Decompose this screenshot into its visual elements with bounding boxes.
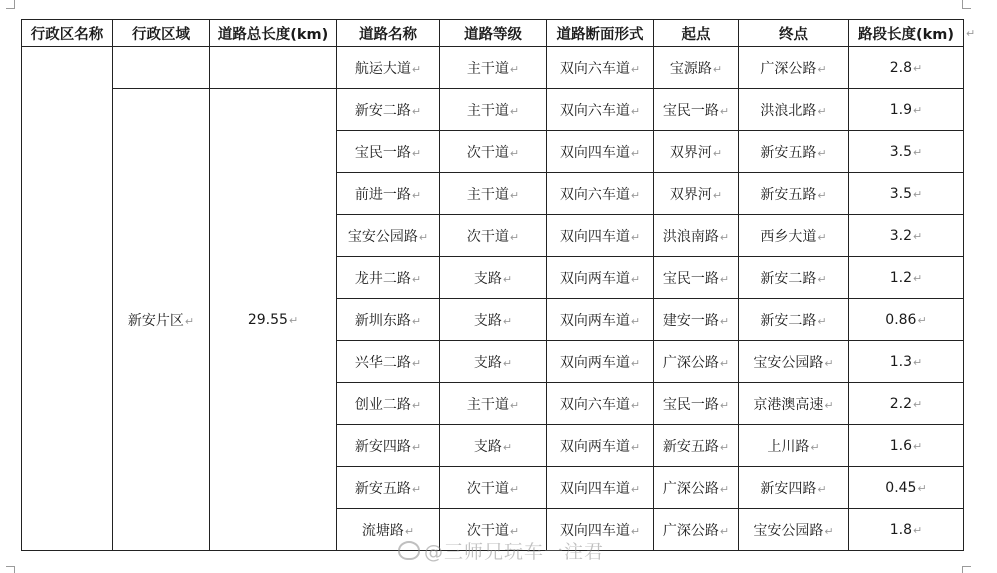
end-cell: 广深公路↵ [739, 47, 849, 89]
section-type-cell: 双向六车道↵ [547, 89, 654, 131]
section-type-cell: 双向四车道↵ [547, 467, 654, 509]
segment-length-cell: 3.2↵ [849, 215, 964, 257]
start-cell: 新安五路↵ [654, 425, 739, 467]
district-area-cell-empty [113, 47, 210, 89]
road-grade-cell: 支路↵ [440, 425, 547, 467]
road-grade-cell: 支路↵ [440, 341, 547, 383]
end-cell: 西乡大道↵ [739, 215, 849, 257]
table-row [22, 47, 964, 89]
road-grade-cell: 主干道↵ [440, 173, 547, 215]
end-cell: 新安五路↵ [739, 131, 849, 173]
road-name-cell: 新安二路↵ [337, 89, 440, 131]
road-name-cell: 龙井二路↵ [337, 257, 440, 299]
start-cell: 宝民一路↵ [654, 89, 739, 131]
table-row [22, 89, 964, 131]
header-road-name: 道路名称 [337, 20, 440, 47]
segment-length-cell: 1.8↵ [849, 509, 964, 551]
end-cell: 京港澳高速↵ [739, 383, 849, 425]
road-name-cell: 兴华二路↵ [337, 341, 440, 383]
end-cell: 新安四路↵ [739, 467, 849, 509]
segment-length-cell: 3.5↵ [849, 131, 964, 173]
end-cell: 宝安公园路↵ [739, 509, 849, 551]
section-type-cell: 双向六车道↵ [547, 383, 654, 425]
end-cell: 宝安公园路↵ [739, 341, 849, 383]
road-grade-cell: 次干道↵ [440, 131, 547, 173]
start-cell: 双界河↵ [654, 173, 739, 215]
road-info-table [21, 19, 964, 551]
section-type-cell: 双向四车道↵ [547, 215, 654, 257]
road-name-cell: 新安五路↵ [337, 467, 440, 509]
watermark: @三师兄玩车一注君 [398, 537, 604, 564]
road-name-cell: 航运大道↵ [337, 47, 440, 89]
header-segment-length: 路段长度(km) [849, 20, 964, 47]
page-corner-mark [6, 566, 15, 573]
section-type-cell: 双向两车道↵ [547, 425, 654, 467]
section-type-cell: 双向四车道↵ [547, 509, 654, 551]
start-cell: 洪浪南路↵ [654, 215, 739, 257]
header-end: 终点 [739, 20, 849, 47]
segment-length-cell: 0.45↵ [849, 467, 964, 509]
road-name-cell: 新安四路↵ [337, 425, 440, 467]
end-cell: 新安二路↵ [739, 257, 849, 299]
section-type-cell: 双向六车道↵ [547, 173, 654, 215]
segment-length-cell: 1.6↵ [849, 425, 964, 467]
segment-length-cell: 1.9↵ [849, 89, 964, 131]
header-start: 起点 [654, 20, 739, 47]
road-grade-cell: 次干道↵ [440, 215, 547, 257]
end-cell: 上川路↵ [739, 425, 849, 467]
section-type-cell: 双向四车道↵ [547, 131, 654, 173]
start-cell: 双界河↵ [654, 131, 739, 173]
table-body [22, 47, 964, 551]
end-cell: 新安五路↵ [739, 173, 849, 215]
road-name-cell: 流塘路↵ [337, 509, 440, 551]
end-cell: 新安二路↵ [739, 299, 849, 341]
start-cell: 建安一路↵ [654, 299, 739, 341]
end-cell: 洪浪北路↵ [739, 89, 849, 131]
road-name-cell: 宝安公园路↵ [337, 215, 440, 257]
section-type-cell: 双向六车道↵ [547, 47, 654, 89]
road-grade-cell: 主干道↵ [440, 89, 547, 131]
total-length-cell-empty [210, 47, 337, 89]
segment-length-cell: 2.8↵ [849, 47, 964, 89]
start-cell: 宝民一路↵ [654, 383, 739, 425]
start-cell: 广深公路↵ [654, 509, 739, 551]
segment-length-cell: 1.3↵ [849, 341, 964, 383]
road-name-cell: 创业二路↵ [337, 383, 440, 425]
road-grade-cell: 支路↵ [440, 257, 547, 299]
district-area-cell: 新安片区↵ [113, 89, 210, 551]
header-section-type: 道路断面形式 [547, 20, 654, 47]
segment-length-cell: 0.86↵ [849, 299, 964, 341]
district-name-cell [22, 47, 113, 551]
road-grade-cell: 次干道↵ [440, 467, 547, 509]
road-name-cell: 新圳东路↵ [337, 299, 440, 341]
segment-length-cell: 1.2↵ [849, 257, 964, 299]
total-length-cell: 29.55↵ [210, 89, 337, 551]
start-cell: 广深公路↵ [654, 341, 739, 383]
header-district-area: 行政区域 [113, 20, 210, 47]
road-name-cell: 前进一路↵ [337, 173, 440, 215]
start-cell: 宝源路↵ [654, 47, 739, 89]
road-grade-cell: 主干道↵ [440, 47, 547, 89]
page-corner-mark [962, 0, 971, 9]
header-row [22, 20, 964, 47]
section-type-cell: 双向两车道↵ [547, 341, 654, 383]
segment-length-cell: 3.5↵ [849, 173, 964, 215]
start-cell: 广深公路↵ [654, 467, 739, 509]
section-type-cell: 双向两车道↵ [547, 257, 654, 299]
header-total-length: 道路总长度(km) [210, 20, 337, 47]
section-type-cell: 双向两车道↵ [547, 299, 654, 341]
road-grade-cell: 主干道↵ [440, 383, 547, 425]
page-corner-mark [6, 0, 15, 9]
segment-length-cell: 2.2↵ [849, 383, 964, 425]
row-end-mark: ↵ [966, 27, 976, 40]
road-grade-cell: 支路↵ [440, 299, 547, 341]
weibo-logo-icon [398, 541, 420, 560]
start-cell: 宝民一路↵ [654, 257, 739, 299]
header-district-name: 行政区名称 [22, 20, 113, 47]
road-grade-cell: 次干道↵ [440, 509, 547, 551]
header-road-grade: 道路等级 [440, 20, 547, 47]
page-corner-mark [962, 566, 971, 573]
road-name-cell: 宝民一路↵ [337, 131, 440, 173]
